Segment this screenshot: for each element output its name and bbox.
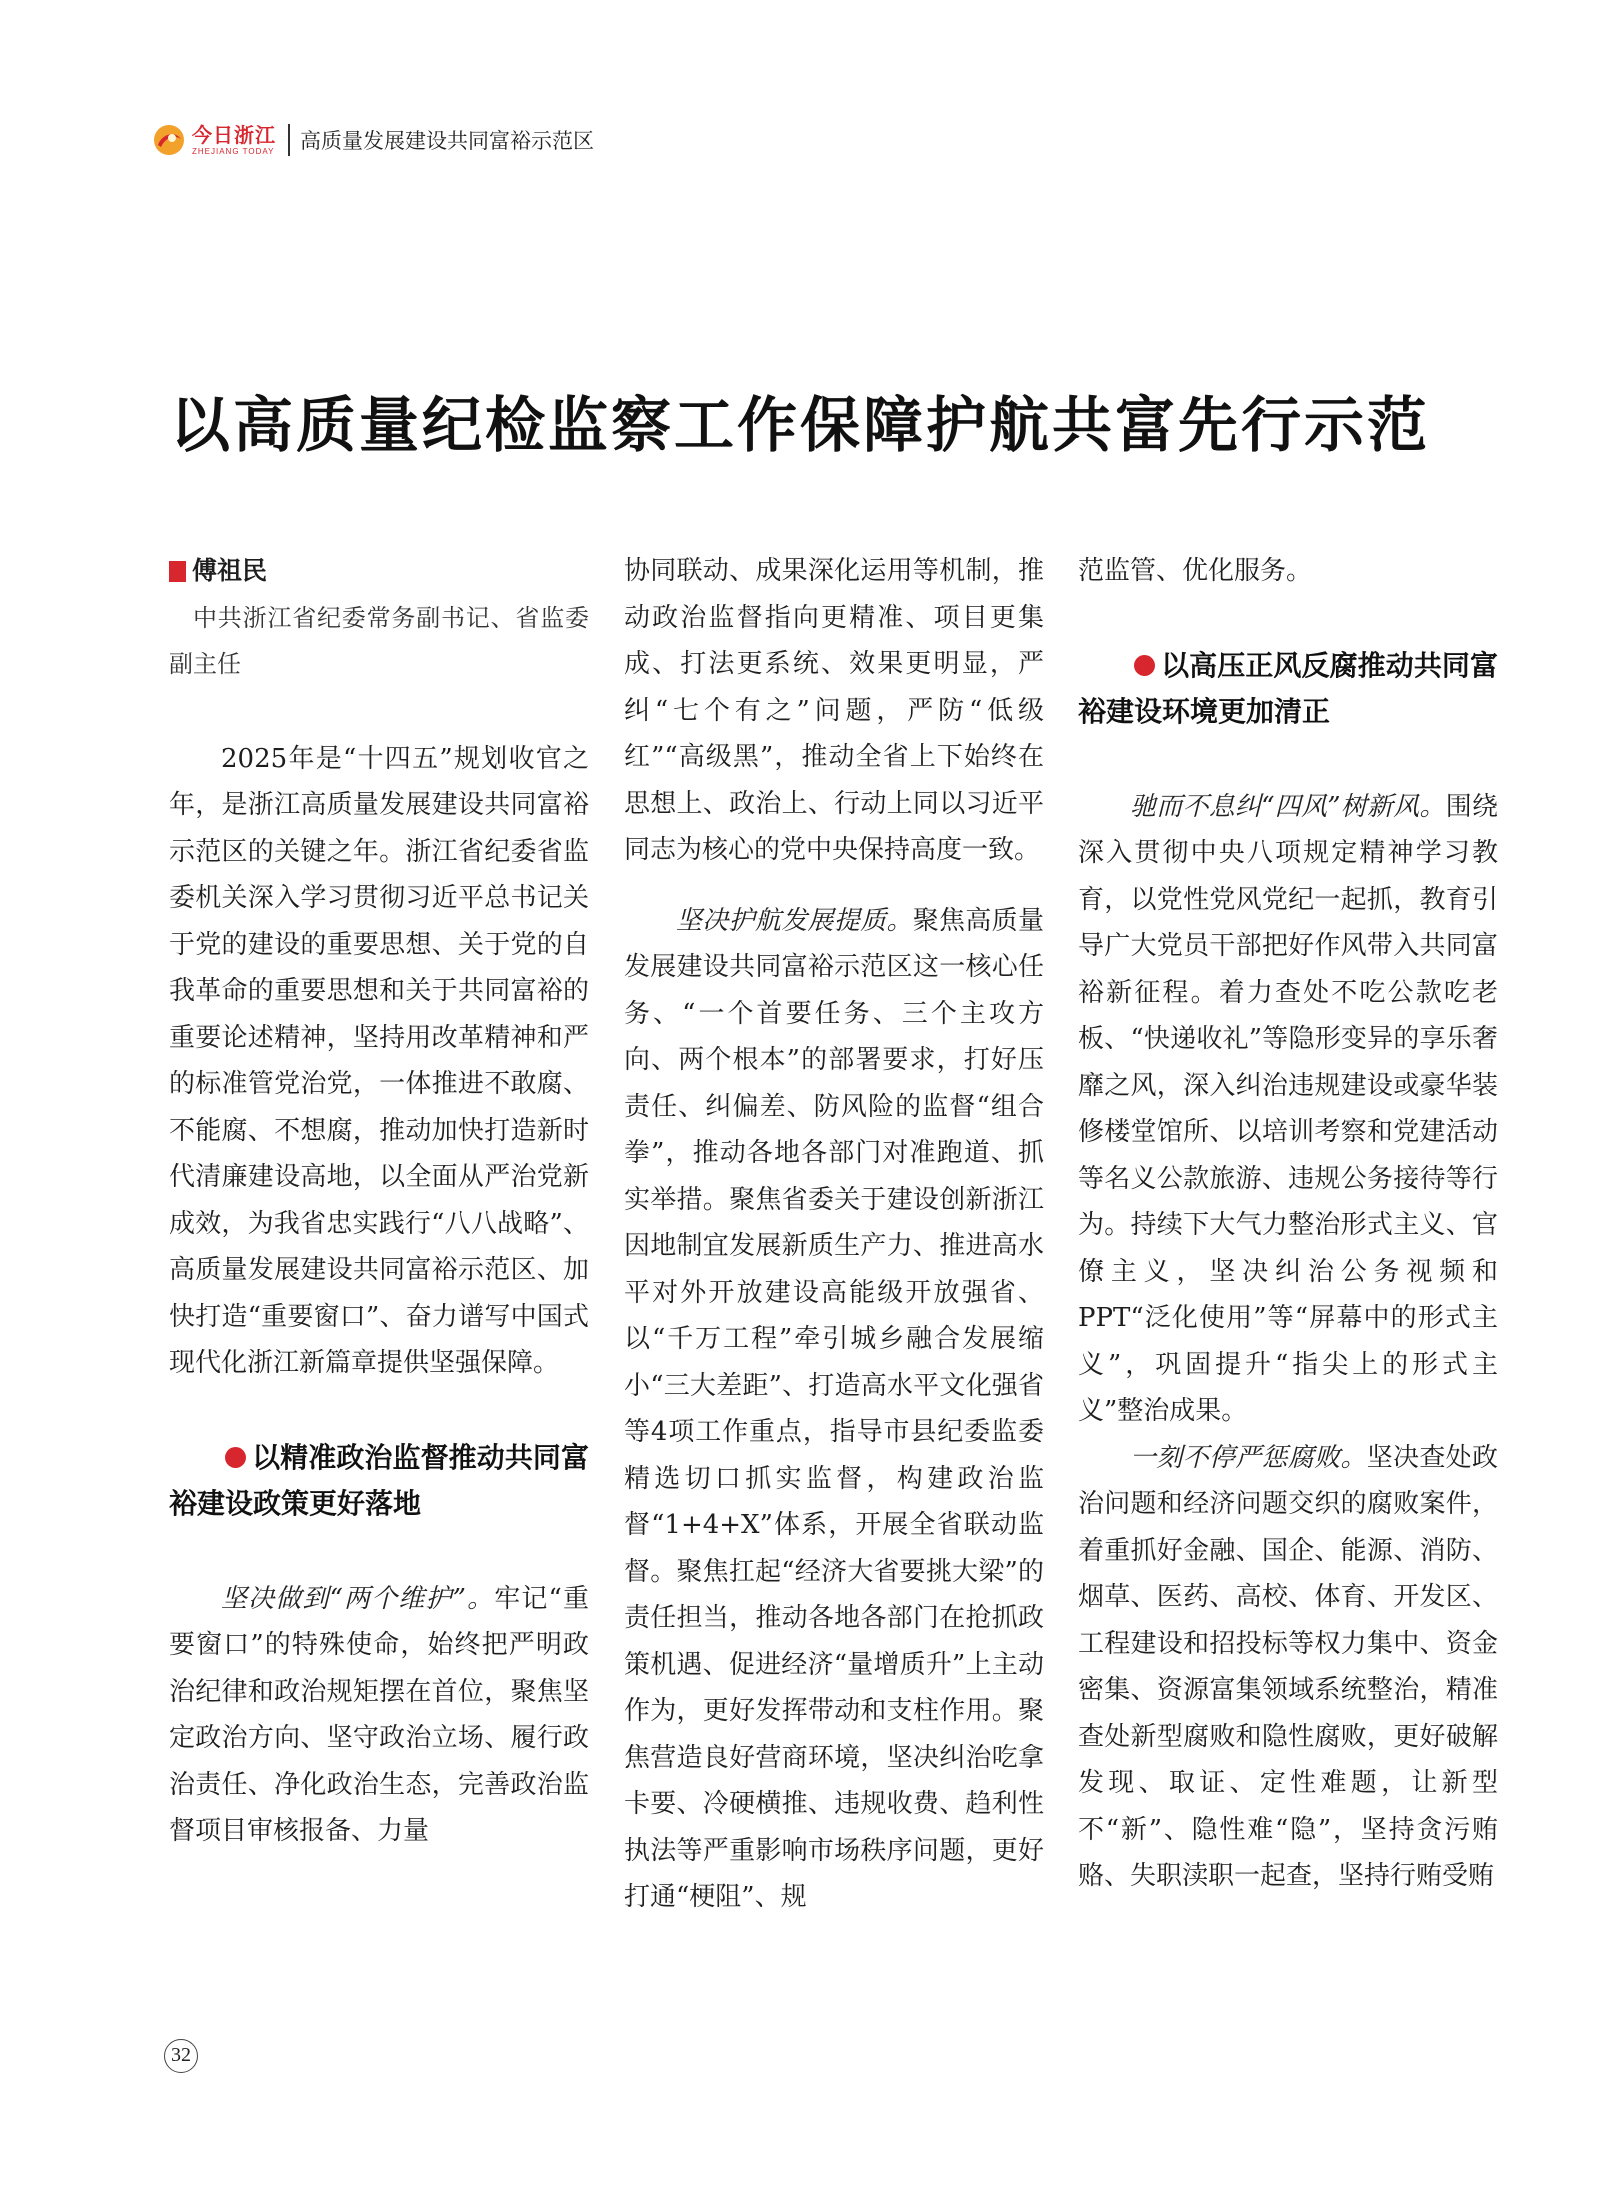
page-header [152,118,594,162]
bullet-dot-icon [225,1447,246,1468]
section-label: 高质量发展建设共同富裕示范区 [300,129,594,153]
header-divider [288,124,290,156]
magazine-logo [152,123,276,157]
section-1-paragraph-1: 坚决做到“两个维护”。牢记“重要窗口”的特殊使命，始终把严明政治纪律和政治规矩摆在首位，聚焦坚定政治方向、坚守政治立场、履行政治责任、净化政治生态，完善政治监督项目审核报备、力量 [169,1583,589,1846]
section-1-paragraph-1-continued: 协同联动、成果深化运用等机制，推动政治监督指向更精准、项目更集成、打法更系统、效果更明显，严纠“七个有之”问题，严防“低级红”“高级黑”，推动全省上下始终在思想上、政治上、行动上同以习近平同志为核心的党中央保持高度一致。 [624,556,1044,865]
column-3 [1078,548,1498,1900]
author-name: 傅祖民 [192,556,268,585]
section-1-paragraph-2-continued: 范监管、优化服务。 [1078,556,1313,586]
logo-chinese: 今日浙江 [192,122,276,147]
author-byline [169,548,589,595]
intro-paragraph: 2025年是“十四五”规划收官之年，是浙江高质量发展建设共同富裕示范区的关键之年。浙江省纪委省监委机关深入学习贯彻习近平总书记关于党的建设的重要思想、关于党的自我革命的重要思想和关于共同富裕的重要论述精神，坚持用改革精神和严的标准管党治党，一体推进不敢腐、不能腐、不想腐，推动加快打造新时代清廉建设高地，以全面从严治党新成效，为我省忠实践行“八八战略”、高质量发展建设共同富裕示范区、加快打造“重要窗口”、奋力谱写中国式现代化浙江新篇章提供坚强保障。 [169,743,589,1378]
section-2-paragraph-1: 驰而不息纠“四风”树新风。围绕深入贯彻中央八项规定精神学习教育，以党性党风党纪一起抓，教育引导广大党员干部把好作风带入共同富裕新征程。着力查处不吃公款吃老板、“快递收礼”等隐形变异的享乐奢靡之风，深入纠治违规建设或豪华装修楼堂馆所、以培训考察和党建活动等名义公款旅游、违规公务接待等行为。持续下大气力整治形式主义、官僚主义，坚决纠治公务视频和PPT“泛化使用”等“屏幕中的形式主义”，巩固提升“指尖上的形式主义”整治成果。 [1078,791,1498,1426]
sun-logo-icon [152,123,186,157]
logo-english: ZHEJIANG TODAY [192,146,275,156]
author-marker-icon [169,561,186,582]
author-position: 中共浙江省纪委常务副书记、省监委副主任 [169,603,589,678]
column-2 [624,548,1044,1921]
section-2-paragraph-2: 一刻不停严惩腐败。坚决查处政治问题和经济问题交织的腐败案件，着重抓好金融、国企、能源、消防、烟草、医药、高校、体育、开发区、工程建设和招投标等权力集中、资金密集、资源富集领域系统整治，精准查处新型腐败和隐性腐败，更好破解发现、取证、定性难题，让新型不“新”、隐性难“隐”，坚持贪污贿赂、失职渎职一起查，坚持行贿受贿 [1078,1442,1498,1891]
bullet-dot-icon [1134,655,1155,676]
section-1-heading: 以精准政治监督推动共同富裕建设政策更好落地 [169,1440,589,1520]
section-2-heading: 以高压正风反腐推动共同富裕建设环境更加清正 [1078,648,1498,728]
page-number: 32 [164,2039,198,2073]
column-1 [169,548,589,1855]
section-1-paragraph-2: 坚决护航发展提质。聚焦高质量发展建设共同富裕示范区这一核心任务、“一个首要任务、三个主攻方向、两个根本”的部署要求，打好压责任、纠偏差、防风险的监督“组合拳”，推动各地各部门对准跑道、抓实举措。聚焦省委关于建设创新浙江因地制宜发展新质生产力、推进高水平对外开放建设高能级开放强省、以“千万工程”牵引城乡融合发展缩小“三大差距”、打造高水平文化强省等4项工作重点，指导市县纪委监委精选切口抓实监督，构建政治监督“1+4+X”体系，开展全省联动监督。聚焦扛起“经济大省要挑大梁”的责任担当，推动各地各部门在抢抓政策机遇、促进经济“量增质升”上主动作为，更好发挥带动和支柱作用。聚焦营造良好营商环境，坚决纠治吃拿卡要、冷硬横推、违规收费、趋利性执法等严重影响市场秩序问题，更好打通“梗阻”、规 [624,905,1044,1912]
article-title: 以高质量纪检监察工作保障护航共富先行示范 [170,391,1430,462]
